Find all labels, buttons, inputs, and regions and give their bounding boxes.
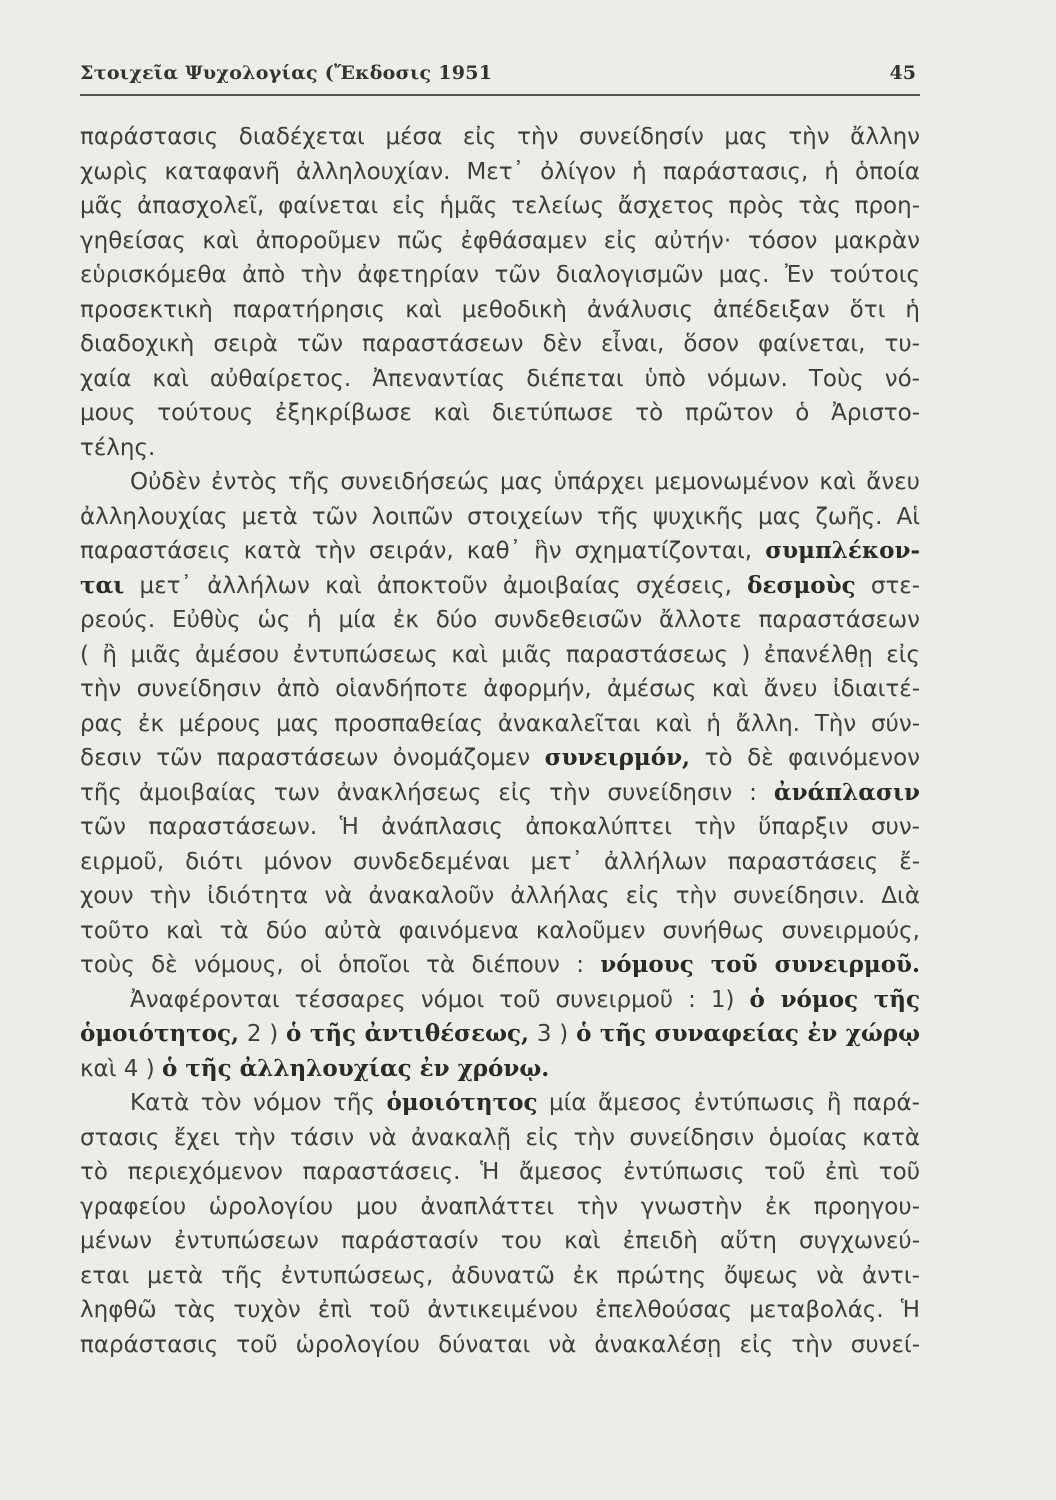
text-segment: ( ἢ μιᾶς ἀμέσου ἐντυπώσεως καὶ μιᾶς παραστάσεως ) ἐπανέλθῃ εἰς (80, 641, 920, 668)
text-segment: μᾶς ἀπασχολεῖ, φαίνεται εἰς ἡμᾶς τελείως ἄσχετος πρὸς τὰς προη- (80, 193, 920, 219)
text-segment: Κατὰ τὸν νόμον τῆς (130, 1090, 387, 1116)
text-line (80, 845, 920, 880)
text-line (80, 120, 920, 155)
text-line (80, 810, 920, 845)
text-segment: εται μετὰ τῆς ἐντυπώσεως, ἀδυνατῶ ἐκ πρώτης ὄψεως νὰ ἀντι- (80, 1262, 920, 1289)
text-segment: μία ἄμεσος ἐντύπωσις ἢ παρά- (537, 1090, 920, 1116)
text-segment: τοῦτο καὶ τὰ δύο αὐτὰ φαινόμενα καλοῦμεν συνήθως συνειρμούς, (80, 917, 920, 944)
text-line (80, 638, 920, 673)
text-segment: μένων ἐντυπώσεων παράστασίν του καὶ ἐπειδὴ αὕτη συγχωνεύ- (80, 1228, 920, 1254)
page-number: 45 (889, 62, 916, 84)
text-segment: ειρμοῦ, διότι μόνον συνδεδεμέναι μετ᾽ ἀλλήλων παραστάσεις ἔ- (80, 848, 920, 875)
text-line (80, 396, 920, 431)
text-segment: καὶ 4 ) (80, 1055, 163, 1082)
text-segment: Ἀναφέρονται τέσσαρες νόμοι τοῦ συνειρμοῦ : 1) (130, 986, 750, 1013)
text-line (80, 1259, 920, 1294)
body-text (80, 120, 920, 1362)
text-segment: παραστάσεις κατὰ τὴν σειράν, καθ᾽ ἣν σχηματίζονται, (80, 538, 766, 564)
bold-term: ἀνάπλασιν (773, 778, 920, 806)
text-line (80, 1121, 920, 1156)
text-segment: τῶν παραστάσεων. Ἡ ἀνάπλασις ἀποκαλύπτει τὴν ὕπαρξιν συν- (80, 814, 920, 840)
bold-term: συνειρμόν, (544, 744, 691, 771)
text-segment: ρας ἐκ μέρους μας προσπαθείας ἀνακαλεῖται καὶ ἡ ἄλλη. Τὴν σύν- (80, 710, 920, 737)
text-segment: τοὺς δὲ νόμους, οἱ ὁποῖοι τὰ διέπουν : (80, 952, 601, 978)
text-line (80, 1328, 920, 1363)
text-segment: στε- (855, 572, 920, 599)
text-segment: τέλης. (80, 434, 156, 461)
text-line (80, 431, 920, 466)
bold-term: ται (80, 571, 125, 599)
text-segment: γηθείσας καὶ ἀποροῦμεν πῶς ἐφθάσαμεν εἰς αὐτήν· τόσον μακρὰν (80, 227, 920, 254)
text-line (80, 569, 920, 604)
text-segment: τῆς ἀμοιβαίας των ἀνακλήσεως εἰς τὴν συνείδησιν : (80, 779, 774, 806)
text-segment: χαία καὶ αὐθαίρετος. Ἀπεναντίας διέπεται ὑπὸ νόμων. Τοὺς νό- (80, 365, 920, 392)
text-segment: προσεκτικὴ παρατήρησις καὶ μεθοδικὴ ἀνάλυσις ἀπέδειξαν ὅτι ἡ (80, 296, 920, 323)
text-segment: μους τούτους ἐξηκρίβωσε καὶ διετύπωσε τὸ πρῶτον ὁ Ἀριστο- (80, 400, 920, 426)
text-line (80, 500, 920, 535)
text-segment: τὸ περιεχόμενον παραστάσεις. Ἡ ἄμεσος ἐντύπωσις τοῦ ἐπὶ τοῦ (80, 1159, 920, 1185)
text-line (80, 879, 920, 914)
text-line (80, 948, 920, 983)
bold-term: δεσμοὺς (747, 571, 856, 599)
bold-term: ὁμοιότητος, (80, 1020, 240, 1047)
text-line (80, 1052, 920, 1087)
text-segment: παράστασις τοῦ ὡρολογίου δύναται νὰ ἀνακαλέσῃ εἰς τὴν συνεί- (80, 1331, 920, 1358)
text-line (80, 534, 920, 569)
text-line (80, 1155, 920, 1190)
text-line (80, 914, 920, 949)
text-segment: παράστασις διαδέχεται μέσα εἰς τὴν συνείδησίν μας τὴν ἄλλην (80, 124, 920, 150)
text-line (80, 362, 920, 397)
text-segment: 3 ) (529, 1021, 577, 1047)
text-segment: δεσιν τῶν παραστάσεων ὀνομάζομεν (80, 745, 545, 771)
text-line (80, 293, 920, 328)
text-line (80, 224, 920, 259)
text-line (80, 603, 920, 638)
running-head: Στοιχεῖα Ψυχολογίας (Ἔκδοσις 1951 (80, 62, 493, 84)
text-line (80, 155, 920, 190)
bold-term: νόμους τοῦ συνειρμοῦ. (600, 951, 921, 978)
text-segment: εὑρισκόμεθα ἀπὸ τὴν ἀφετηρίαν τῶν διαλογισμῶν μας. Ἐν τούτοις (80, 262, 920, 288)
text-segment: ληφθῶ τὰς τυχὸν ἐπὶ τοῦ ἀντικειμένου ἐπελθούσας μεταβολάς. Ἡ (80, 1297, 920, 1323)
text-line (80, 1086, 920, 1121)
text-segment: γραφείου ὡρολογίου μου ἀναπλάττει τὴν γνωστὴν ἐκ προηγου- (80, 1193, 920, 1220)
text-segment: τὸ δὲ φαινόμενον (690, 745, 920, 771)
text-line (80, 189, 920, 224)
bold-term: ὁ τῆς συναφείας ἐν χώρῳ (576, 1020, 920, 1047)
text-segment: διαδοχικὴ σειρὰ τῶν παραστάσεων δὲν εἶναι, ὅσον φαίνεται, τυ- (80, 331, 920, 357)
text-line (80, 1224, 920, 1259)
text-line (80, 1190, 920, 1225)
text-line (80, 672, 920, 707)
text-line (80, 983, 920, 1018)
text-line (80, 776, 920, 811)
text-segment: στασις ἔχει τὴν τάσιν νὰ ἀνακαλῇ εἰς τὴν συνείδησιν ὁμοίας κατὰ (80, 1124, 920, 1151)
text-line (80, 1017, 920, 1052)
text-segment: 2 ) (239, 1021, 287, 1047)
text-segment: χουν τὴν ἰδιότητα νὰ ἀνακαλοῦν ἀλλήλας εἰς τὴν συνείδησιν. Διὰ (80, 883, 920, 909)
text-line (80, 258, 920, 293)
text-segment: ρεούς. Εὐθὺς ὡς ἡ μία ἐκ δύο συνδεθεισῶν ἄλλοτε παραστάσεων (80, 607, 920, 633)
text-segment: μετ᾽ ἀλλήλων καὶ ἀποκτοῦν ἀμοιβαίας σχέσεις, (124, 572, 748, 599)
text-segment: Οὐδὲν ἐντὸς τῆς συνειδήσεώς μας ὑπάρχει μεμονωμένον καὶ ἄνευ (130, 469, 920, 495)
text-line (80, 741, 920, 776)
text-segment: ἀλληλουχίας μετὰ τῶν λοιπῶν στοιχείων τῆς ψυχικῆς μας ζωῆς. Αἱ (80, 503, 920, 530)
text-line (80, 465, 920, 500)
text-segment: τὴν συνείδησιν ἀπὸ οἱανδήποτε ἀφορμήν, ἀμέσως καὶ ἄνευ ἰδιαιτέ- (80, 676, 920, 702)
bold-term: ὁ τῆς ἀλληλουχίας ἐν χρόνῳ. (162, 1054, 550, 1082)
text-line (80, 707, 920, 742)
text-line (80, 327, 920, 362)
text-line (80, 1293, 920, 1328)
bold-term: ὁ τῆς ἀντιθέσεως, (286, 1020, 530, 1047)
bold-term: ὁ νόμος τῆς (749, 985, 920, 1013)
page-header (80, 60, 920, 96)
bold-term: ὁμοιότητος (386, 1089, 538, 1116)
bold-term: συμπλέκον- (765, 537, 920, 564)
text-segment: χωρὶς καταφανῆ ἀλληλουχίαν. Μετ᾽ ὀλίγον ἡ παράστασις, ἡ ὁποία (80, 158, 920, 185)
